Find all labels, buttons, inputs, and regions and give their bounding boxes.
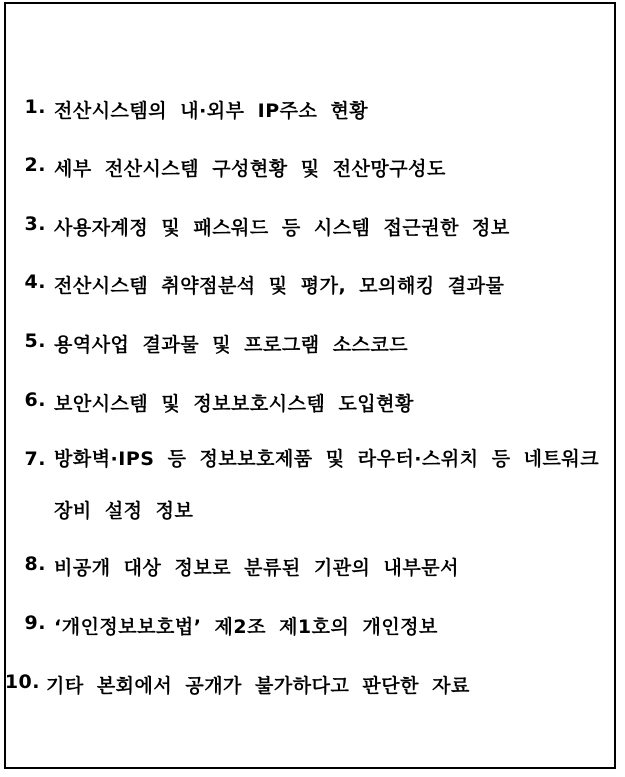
item-number: 1. bbox=[24, 96, 46, 118]
item-number: 5. bbox=[24, 330, 46, 352]
item-number: 2. bbox=[24, 154, 46, 176]
item-number: 10. bbox=[4, 671, 40, 693]
item-text: 세부 전산시스템 구성현황 및 전산망구성도 bbox=[54, 158, 446, 180]
item-text: 기타 본회에서 공개가 불가하다고 판단한 자료 bbox=[46, 675, 470, 697]
item-text: 용역사업 결과물 및 프로그램 소스코드 bbox=[54, 334, 409, 356]
item-text: 비공개 대상 정보로 분류된 기관의 내부문서 bbox=[54, 557, 459, 579]
item-number: 8. bbox=[24, 553, 46, 575]
item-text: ‘개인정보보호법’ 제2조 제1호의 개인정보 bbox=[54, 616, 438, 638]
item-text: 보안시스템 및 정보보호시스템 도입현황 bbox=[54, 393, 414, 415]
item-text: 전산시스템 취약점분석 및 평가, 모의해킹 결과물 bbox=[54, 275, 505, 297]
item-text: 사용자계정 및 패스워드 등 시스템 접근권한 정보 bbox=[54, 217, 510, 239]
item-text: 방화벽·IPS 등 정보보호제품 및 라우터·스위치 등 네트워크 장비 설정 정보 bbox=[54, 448, 600, 522]
item-number: 7. bbox=[24, 448, 46, 470]
item-number: 9. bbox=[24, 612, 46, 634]
item-text: 전산시스템의 내·외부 IP주소 현황 bbox=[54, 100, 369, 122]
document-frame bbox=[4, 2, 616, 769]
restricted-info-list bbox=[6, 4, 614, 767]
item-number: 4. bbox=[24, 271, 46, 293]
item-number: 3. bbox=[24, 213, 46, 235]
item-number: 6. bbox=[24, 389, 46, 411]
